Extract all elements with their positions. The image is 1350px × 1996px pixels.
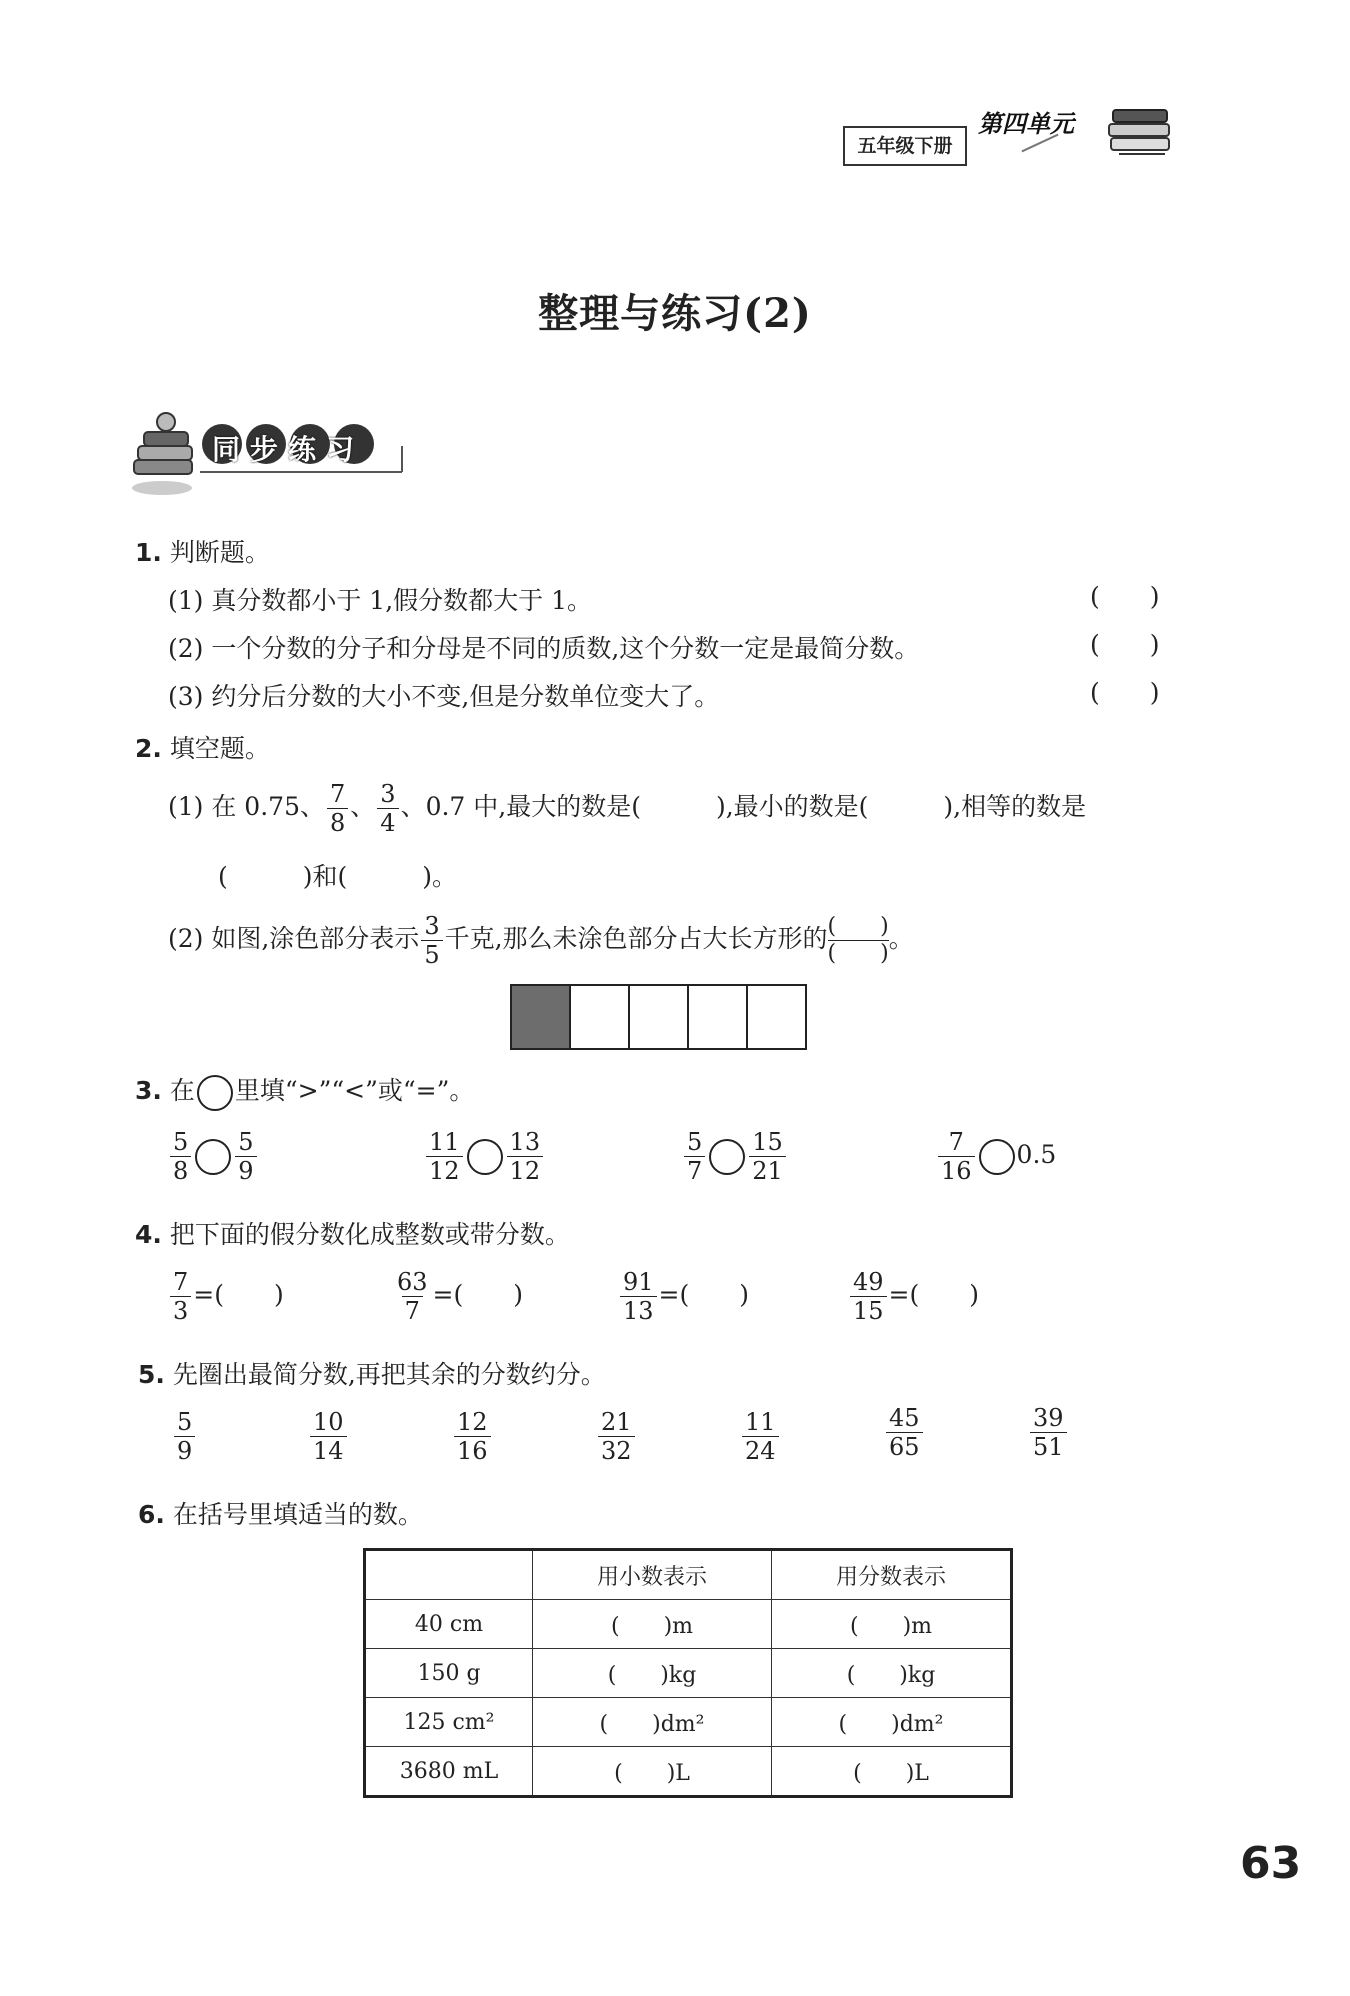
q1-item-2: (2) 一个分数的分子和分母是不同的质数,这个分数一定是最简分数。	[168, 634, 920, 663]
q2-p2-prefix: (2) 如图,涂色部分表示	[168, 924, 420, 953]
q2-p1-rest: 、0.7 中,最大的数是( ),最小的数是( ),相等的数是	[400, 792, 1087, 821]
q5-fraction-4[interactable]: $\frac{21}{32}$	[596, 1408, 637, 1465]
q5-text: 先圈出最简分数,再把其余的分数约分。	[172, 1360, 606, 1389]
q5-fraction-6[interactable]: $\frac{45}{65}$	[884, 1404, 925, 1461]
q5-fraction-7[interactable]: $\frac{39}{51}$	[1028, 1404, 1069, 1461]
decimal-answer-cell[interactable]: ( )L	[533, 1747, 772, 1797]
compare-circle[interactable]	[709, 1139, 745, 1175]
q2-p2-mid: 千克,那么未涂色部分占大长方形的	[444, 924, 828, 953]
q1-answer-1[interactable]: ( )	[1090, 582, 1160, 611]
fraction-answer-cell[interactable]: ( )L	[772, 1747, 1012, 1797]
cell	[687, 986, 746, 1048]
q3-pair-4: $\frac{7}{16}$ 0.5	[936, 1128, 1056, 1185]
cell	[746, 986, 805, 1048]
compare-circle[interactable]	[195, 1139, 231, 1175]
q1-text: 判断题。	[169, 538, 270, 567]
circle-symbol	[197, 1075, 233, 1111]
q1-item-3: (3) 约分后分数的大小不变,但是分数单位变大了。	[168, 682, 720, 711]
quantity-cell: 3680 mL	[365, 1747, 533, 1797]
q2-part1: (1) 在 0.75、 $\frac{7}{8}$ 、 $\frac{3}{4}$ 、0.7 中,最大的数是( ),最小的数是( ),相等的数是	[168, 780, 1087, 837]
q4-item-3[interactable]: $\frac{91}{13}$ =( )	[618, 1268, 749, 1325]
q6-number: 6.	[138, 1500, 165, 1529]
rectangle-figure	[510, 984, 807, 1050]
table-row	[365, 1649, 1012, 1698]
q3-heading: 3. 在 里填“>”“<”或“=”。	[135, 1074, 474, 1111]
decimal-answer-cell[interactable]: ( )kg	[533, 1649, 772, 1698]
q1-item-1: (1) 真分数都小于 1,假分数都大于 1。	[168, 586, 593, 615]
q5-heading	[138, 1358, 606, 1392]
q2-part1-line2: ( )和( )。	[218, 862, 458, 891]
quantity-cell: 40 cm	[365, 1600, 533, 1649]
q2-part2: (2) 如图,涂色部分表示 $\frac{3}{5}$ 千克,那么未涂色部分占大长方形的 ( ) ( ) 。	[168, 912, 914, 969]
q6-heading	[138, 1498, 423, 1532]
compare-circle[interactable]	[467, 1139, 503, 1175]
decimal-answer-cell[interactable]: ( )dm²	[533, 1698, 772, 1747]
answer-fraction-blank[interactable]: ( ) ( )	[827, 914, 889, 966]
fraction-answer-cell[interactable]: ( )dm²	[772, 1698, 1012, 1747]
q1-heading	[135, 536, 270, 570]
table-header-cell: 用分数表示	[772, 1550, 1012, 1600]
q4-item-2[interactable]: $\frac{63}{7}$ =( )	[397, 1268, 524, 1325]
table-row	[365, 1747, 1012, 1797]
table-header-cell	[365, 1550, 533, 1600]
units-table	[363, 1548, 1013, 1798]
q1-number: 1.	[135, 538, 162, 567]
fraction-answer-cell[interactable]: ( )kg	[772, 1649, 1012, 1698]
page-number: 63	[1240, 1838, 1302, 1889]
fraction: $\frac{3}{4}$	[377, 780, 398, 837]
q3-number: 3.	[135, 1076, 162, 1105]
q4-item-1[interactable]: $\frac{7}{3}$ =( )	[168, 1268, 284, 1325]
q3-pair-2: $\frac{11}{12}$ $\frac{13}{12}$	[424, 1128, 545, 1185]
compare-circle[interactable]	[979, 1139, 1015, 1175]
q1-answer-2[interactable]: ( )	[1090, 630, 1160, 659]
q3-pair-1: $\frac{5}{8}$ $\frac{5}{9}$	[168, 1128, 259, 1185]
q4-item-4[interactable]: $\frac{49}{15}$ =( )	[848, 1268, 979, 1325]
table-row	[365, 1600, 1012, 1649]
q2-text: 填空题。	[169, 734, 270, 763]
q4-number: 4.	[135, 1220, 162, 1249]
table-header-row	[365, 1550, 1012, 1600]
q5-fraction-3[interactable]: $\frac{12}{16}$	[452, 1408, 493, 1465]
q4-text: 把下面的假分数化成整数或带分数。	[169, 1220, 570, 1249]
q5-fraction-2[interactable]: $\frac{10}{14}$	[308, 1408, 349, 1465]
header-grade: 五年级下册	[843, 126, 967, 166]
fraction: $\frac{3}{5}$	[421, 912, 442, 969]
cell	[569, 986, 628, 1048]
q5-number: 5.	[138, 1360, 165, 1389]
table-header-cell: 用小数表示	[533, 1550, 772, 1600]
header-unit: 第四单元	[978, 110, 1074, 138]
section-label: 同步练习	[212, 433, 365, 466]
fraction: $\frac{7}{8}$	[327, 780, 348, 837]
decimal-answer-cell[interactable]: ( )m	[533, 1600, 772, 1649]
fraction-answer-cell[interactable]: ( )m	[772, 1600, 1012, 1649]
q2-heading	[135, 732, 270, 766]
page-title: 整理与练习(2)	[538, 290, 812, 337]
q4-heading	[135, 1218, 570, 1252]
q2-number: 2.	[135, 734, 162, 763]
q5-fraction-1[interactable]: $\frac{5}{9}$	[172, 1408, 197, 1465]
q3-text: 里填“>”“<”或“=”。	[234, 1076, 475, 1105]
quantity-cell: 125 cm²	[365, 1698, 533, 1747]
cell	[628, 986, 687, 1048]
shaded-cell	[512, 986, 569, 1048]
q3-pair-3: $\frac{5}{7}$ $\frac{15}{21}$	[682, 1128, 788, 1185]
q5-fraction-5[interactable]: $\frac{11}{24}$	[740, 1408, 781, 1465]
q2-p1-prefix: (1) 在 0.75、	[168, 792, 325, 821]
q1-answer-3[interactable]: ( )	[1090, 678, 1160, 707]
books-icon	[1105, 98, 1175, 166]
q6-text: 在括号里填适当的数。	[172, 1500, 423, 1529]
table-row	[365, 1698, 1012, 1747]
quantity-cell: 150 g	[365, 1649, 533, 1698]
